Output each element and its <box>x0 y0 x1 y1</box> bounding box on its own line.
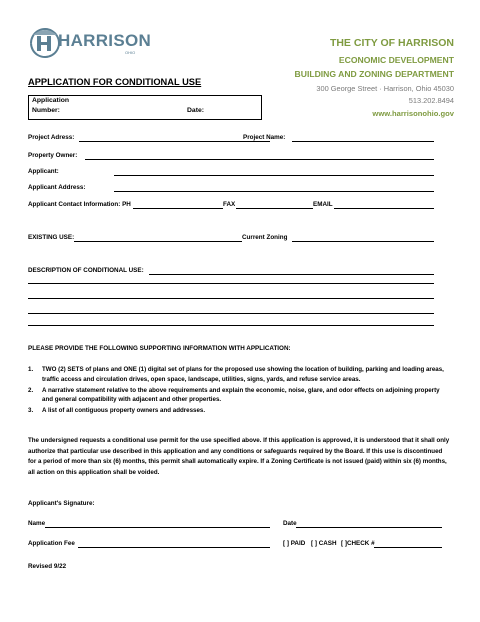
item-number: 3. <box>28 407 34 414</box>
city-name: THE CITY OF HARRISON <box>329 37 454 49</box>
fee-row <box>28 540 434 549</box>
item-number: 2. <box>28 386 34 394</box>
applicant-address-label: Applicant Address: <box>28 184 86 191</box>
description-line[interactable] <box>28 283 434 284</box>
description-line[interactable] <box>28 313 434 314</box>
date-label: Date: <box>187 107 204 114</box>
applicant-label: Applicant: <box>28 168 59 175</box>
website-link[interactable]: www.harrisonohio.gov <box>372 109 454 118</box>
logo-text: HARRISON <box>58 31 152 50</box>
date-label-sig: Date <box>283 520 297 527</box>
fee-field[interactable] <box>78 540 270 548</box>
phone: 513.202.8494 <box>408 96 454 105</box>
check-number-field[interactable] <box>374 540 442 548</box>
applicant-row <box>28 168 434 177</box>
project-name-label: Project Name: <box>243 134 286 141</box>
email-field[interactable] <box>334 201 434 209</box>
current-zoning-label: Current Zoning <box>242 234 288 241</box>
address: 300 George Street · Harrison, Ohio 45030 <box>316 84 454 93</box>
cash-checkbox[interactable]: [ ] CASH <box>311 540 337 547</box>
logo-subtext: OHIO <box>125 50 136 55</box>
existing-use-label: EXISTING USE: <box>28 234 75 241</box>
owner-row <box>28 152 434 161</box>
item-number: 1. <box>28 366 34 373</box>
form-title: APPLICATION FOR CONDITIONAL USE <box>28 77 202 87</box>
phone-field[interactable] <box>133 201 223 209</box>
property-owner-label: Property Owner: <box>28 152 78 159</box>
description-row <box>28 267 434 276</box>
name-label: Name <box>28 520 46 527</box>
applicant-field[interactable] <box>114 168 434 176</box>
supporting-heading: PLEASE PROVIDE THE FOLLOWING SUPPORTING INFORMATION WITH APPLICATION: <box>28 345 291 352</box>
signature-label: Applicant's Signature: <box>28 500 95 507</box>
number-label: Number: <box>32 107 60 114</box>
description-label: DESCRIPTION OF CONDITIONAL USE: <box>28 267 144 274</box>
project-address-label: Project Adress: <box>28 134 75 141</box>
project-name-field[interactable] <box>292 134 434 142</box>
project-row <box>28 134 434 143</box>
fax-field[interactable] <box>236 201 313 209</box>
item-text: A narrative statement relative to the above requirements and explain the economic, noise, glare, and odor effects on adjoining property and general compatibility with adjacent and other properties. <box>42 386 440 403</box>
application-label: Application <box>32 97 70 104</box>
check-checkbox[interactable]: [ ]CHECK # <box>341 540 375 547</box>
description-line[interactable] <box>28 325 434 326</box>
department-line2: BUILDING AND ZONING DEPARTMENT <box>294 69 454 79</box>
item-text: TWO (2) SETS of plans and ONE (1) digital set of plans for the proposed use showing the location of building, parking and loading areas, traffic access and circulation drives, open space, landscape, utilities, signs, yards, and refuse service areas. <box>42 366 444 383</box>
item-text: A list of all contiguous property owners and addresses. <box>42 407 206 414</box>
applicant-address-row <box>28 184 434 193</box>
supporting-list <box>28 365 448 417</box>
description-line[interactable] <box>28 298 434 299</box>
applicant-address-field[interactable] <box>114 184 434 192</box>
email-label: EMAIL <box>313 201 333 208</box>
department-line1: ECONOMIC DEVELOPMENT <box>338 55 454 65</box>
name-date-row <box>28 520 434 529</box>
existing-use-field[interactable] <box>74 234 242 242</box>
fax-label: FAX <box>223 201 236 208</box>
contact-ph-label: Applicant Contact Information: PH <box>28 201 131 208</box>
date-field[interactable] <box>296 520 442 528</box>
list-item <box>28 406 448 416</box>
existing-use-row <box>28 234 434 243</box>
paid-checkbox[interactable]: [ ] PAID <box>283 540 306 547</box>
list-item <box>28 386 448 405</box>
contact-row <box>28 201 434 210</box>
revised-note: Revised 9/22 <box>28 563 67 570</box>
property-owner-field[interactable] <box>85 152 434 160</box>
name-field[interactable] <box>45 520 270 528</box>
project-address-field[interactable] <box>79 134 270 142</box>
statement-paragraph: The undersigned requests a conditional use permit for the use specified above. If this application is approved, it is understood that it shall only authorize that particular use described in this application and any conditions or safeguards required by the Board. If this use is discontinued for a period of more than six (6) months, this permit shall automatically expire. If a Zoning Certificate is not issued (paid) within six (6) months, all action on this application shall be voided. <box>28 437 450 476</box>
current-zoning-field[interactable] <box>292 234 434 242</box>
list-item <box>28 365 448 384</box>
application-number-box[interactable] <box>28 95 262 120</box>
description-field[interactable] <box>149 267 434 275</box>
fee-label: Application Fee <box>28 540 75 547</box>
